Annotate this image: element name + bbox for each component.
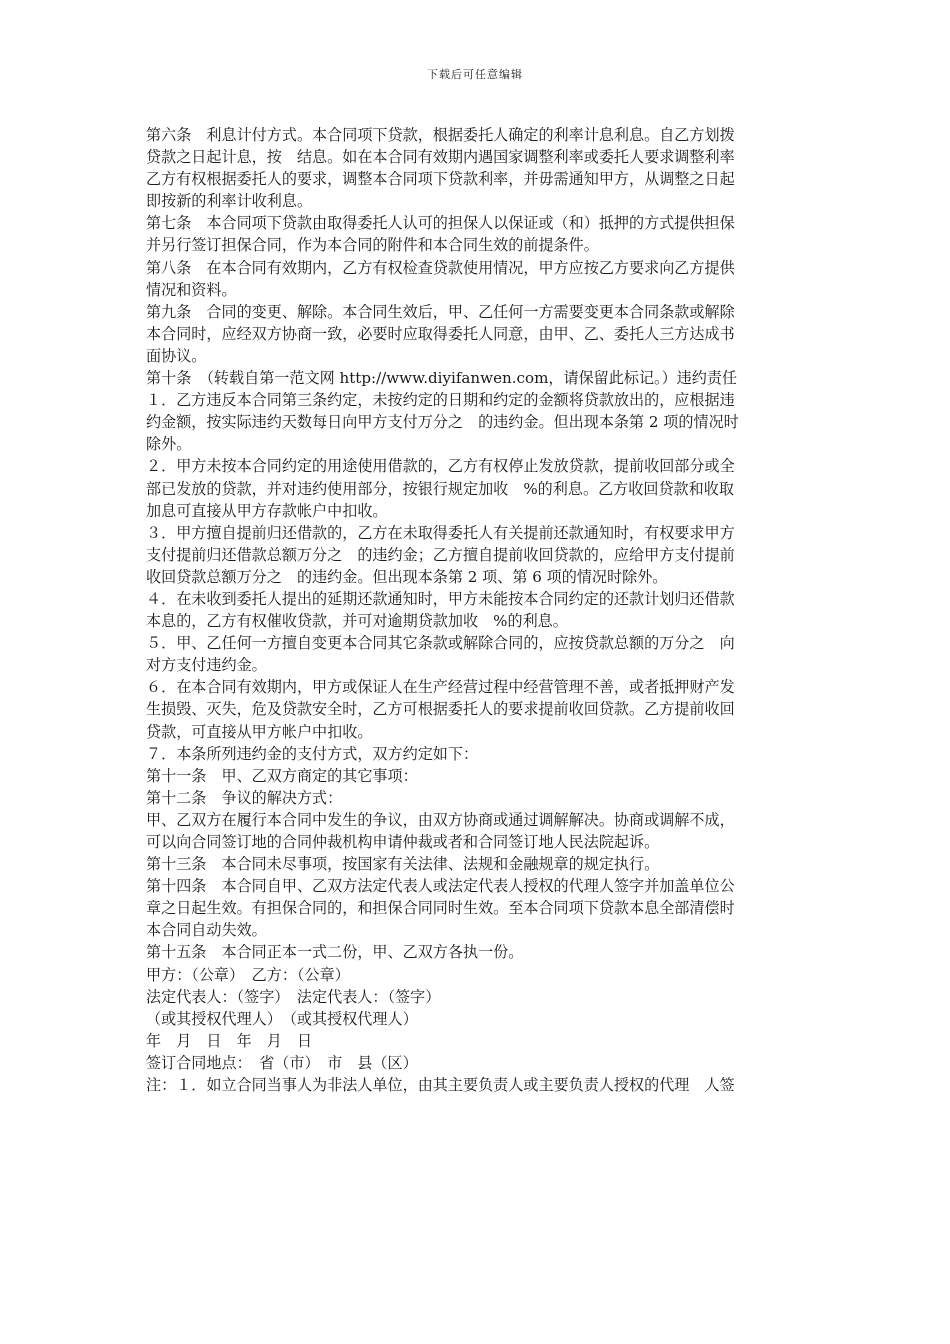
- text-line: 并另行签订担保合同，作为本合同的附件和本合同生效的前提条件。: [146, 236, 599, 255]
- text-line: （或其授权代理人） （或其授权代理人）: [146, 1009, 418, 1028]
- text-line: 除外。: [146, 435, 192, 454]
- text-line: ４．在未收到委托人提出的延期还款通知时，甲方未能按本合同约定的还款计划归还借款: [146, 589, 735, 608]
- text-line: 部已发放的贷款，并对违约使用部分，按银行规定加收 %的利息。乙方收回贷款和收取: [146, 479, 734, 498]
- text-line: 第七条 本合同项下贷款由取得委托人认可的担保人以保证或（和）抵押的方式提供担保: [146, 214, 735, 233]
- text-line: 乙方有权根据委托人的要求，调整本合同项下贷款利率，并毋需通知甲方，从调整之日起: [146, 170, 735, 189]
- text-line: 法定代表人：（签字） 法定代表人：（签字）: [146, 987, 441, 1006]
- text-line: 年 月 日 年 月 日: [146, 1031, 313, 1050]
- text-line: 约金额，按实际违约天数每日向甲方支付万分之 的违约金。但出现本条第 2 项的情况时: [146, 413, 739, 432]
- text-line: 签订合同地点： 省（市） 市 县（区）: [146, 1053, 418, 1072]
- text-line: 贷款，可直接从甲方帐户中扣收。: [146, 722, 373, 741]
- text-line: １．乙方违反本合同第三条约定，未按约定的日期和约定的金额将贷款放出的，应根据违: [146, 391, 735, 410]
- text-line: 对方支付违约金。: [146, 656, 267, 675]
- text-line: ３．甲方擅自提前归还借款的，乙方在未取得委托人有关提前还款通知时，有权要求甲方: [146, 523, 735, 542]
- text-line: 甲方：（公章） 乙方：（公章）: [146, 965, 350, 984]
- text-line: 第九条 合同的变更、解除。本合同生效后，甲、乙任何一方需要变更本合同条款或解除: [146, 302, 735, 321]
- text-line: 加息可直接从甲方存款帐户中扣收。: [146, 501, 388, 520]
- text-line: 第十二条 争议的解决方式：: [146, 788, 343, 807]
- text-line: 面协议。: [146, 346, 207, 365]
- text-line: 第十五条 本合同正本一式二份，甲、乙双方各执一份。: [146, 943, 524, 962]
- text-line: ２．甲方未按本合同约定的用途使用借款的，乙方有权停止发放贷款，提前收回部分或全: [146, 457, 735, 476]
- text-line: 可以向合同签订地的合同仲裁机构申请仲裁或者和合同签订地人民法院起诉。: [146, 833, 660, 851]
- page-header-note: 下载后可任意编辑: [427, 68, 523, 81]
- document-body: [146, 124, 808, 1096]
- text-line: ７．本条所列违约金的支付方式，双方约定如下：: [146, 744, 479, 763]
- text-line: 第六条 利息计付方式。本合同项下贷款，根据委托人确定的利率计息利息。自乙方划拨: [146, 126, 735, 144]
- text-line: ６．在本合同有效期内，甲方或保证人在生产经营过程中经营管理不善，或者抵押财产发: [146, 678, 735, 697]
- text-line: ５．甲、乙任何一方擅自变更本合同其它条款或解除合同的，应按贷款总额的万分之 向: [146, 634, 735, 653]
- text-line: 贷款之日起计息，按 结息。如在本合同有效期内遇国家调整利率或委托人要求调整利率: [146, 148, 735, 167]
- text-line: 生损毁、灭失，危及贷款安全时，乙方可根据委托人的要求提前收回贷款。乙方提前收回: [146, 700, 735, 719]
- text-line: 情况和资料。: [146, 280, 237, 299]
- text-line: 第十一条 甲、乙双方商定的其它事项：: [146, 766, 418, 785]
- text-line: 即按新的利率计收利息。: [146, 192, 313, 211]
- text-line: 第八条 在本合同有效期内，乙方有权检查贷款使用情况，甲方应按乙方要求向乙方提供: [146, 258, 735, 277]
- text-line: 本息的，乙方有权催收贷款，并可对逾期贷款加收 %的利息。: [146, 612, 568, 631]
- text-line: 注：１．如立合同当事人为非法人单位，由其主要负责人或主要负责人授权的代理 人签: [146, 1076, 735, 1095]
- text-line: 收回贷款总额万分之 的违约金。但出现本条第 2 项、第 6 项的情况时除外。: [146, 567, 668, 586]
- text-line: 甲、乙双方在履行本合同中发生的争议，由双方协商或通过调解解决。协商或调解不成，: [146, 810, 735, 829]
- text-line: 第十三条 本合同未尽事项，按国家有关法律、法规和金融规章的规定执行。: [146, 855, 660, 874]
- text-line: 第十条 （转载自第一范文网 http://www.diyifanwen.com，请保留此标记。）违约责任: [146, 369, 738, 388]
- text-line: 章之日起生效。有担保合同的，和担保合同同时生效。至本合同项下贷款本息全部清偿时: [146, 899, 735, 918]
- text-line: 支付提前归还借款总额万分之 的违约金；乙方擅自提前收回贷款的，应给甲方支付提前: [146, 545, 735, 564]
- text-line: 第十四条 本合同自甲、乙双方法定代表人或法定代表人授权的代理人签字并加盖单位公: [146, 877, 735, 896]
- text-line: 本合同自动失效。: [146, 921, 267, 940]
- text-line: 本合同时，应经双方协商一致，必要时应取得委托人同意，由甲、乙、委托人三方达成书: [146, 324, 735, 343]
